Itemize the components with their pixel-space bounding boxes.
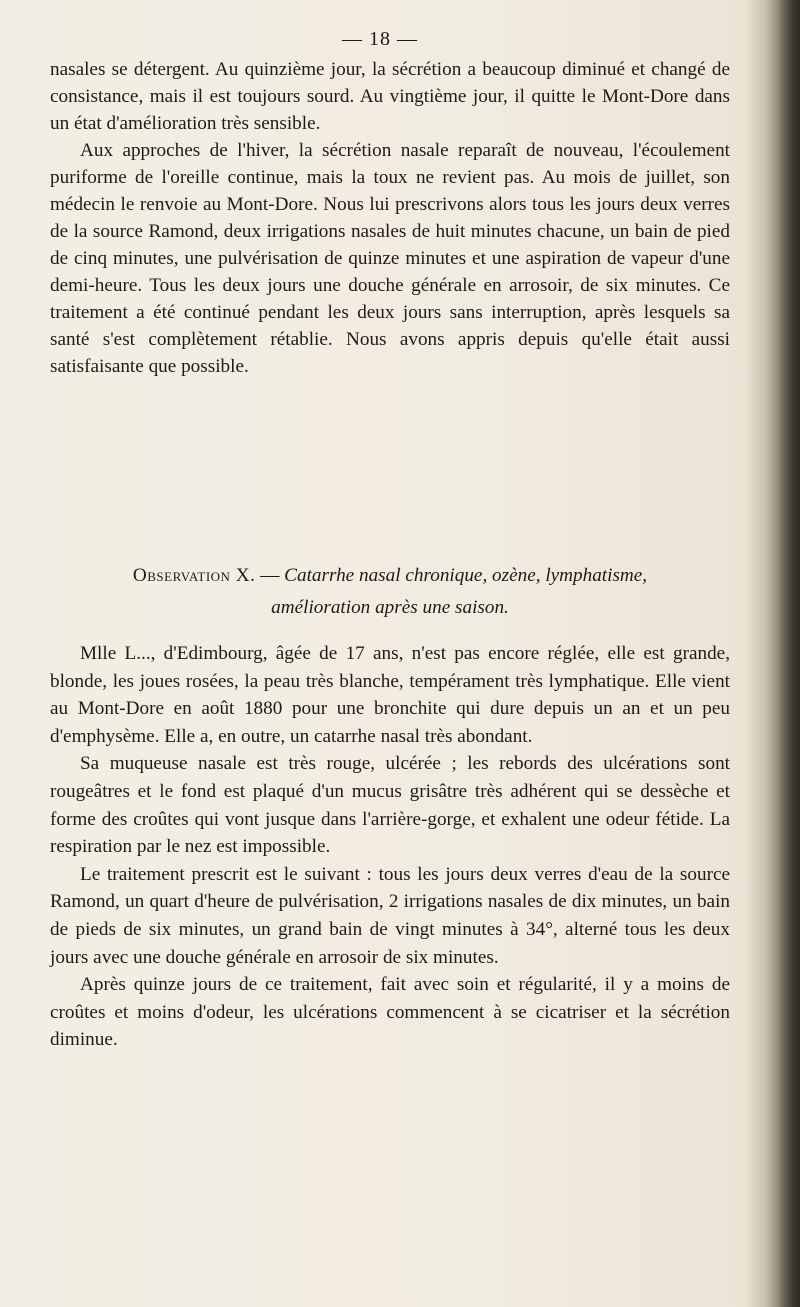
paragraph-continuation: nasales se détergent. Au quinzième jour, la sécrétion a beaucoup diminué et changé de consistance, mais il est toujours sourd. Au vingtième jour, il quitte le Mont-Dore dans un état d'amélioration très sensible.: [50, 59, 730, 134]
observation-heading: [50, 560, 730, 624]
observation-title-line2: amélioration après une saison.: [271, 597, 509, 618]
continued-case-text: [50, 56, 730, 380]
page-number-header: — 18 —: [342, 28, 418, 50]
observation-case-text: [50, 640, 730, 1054]
observation-dash: —: [255, 565, 285, 586]
paragraph-patient-description: Mlle L..., d'Edimbourg, âgée de 17 ans, n'est pas encore réglée, elle est grande, blonde, les joues rosées, la peau très blanche, tempérament très lymphatique. Elle vient au Mont-Dore en août 1880 pour une bronchite qui dure depuis un an et un peu d'emphysème. Elle a, en outre, un catarrhe nasal très abondant.: [50, 643, 730, 747]
observation-label: Observation X.: [132, 565, 256, 586]
paragraph-winter-relapse: Aux approches de l'hiver, la sécrétion nasale reparaît de nouveau, l'écoulement puriforme de l'oreille continue, mais la toux ne revient pas. Au mois de juillet, son médecin le renvoie au Mont-Dore. Nous lui prescrivons alors tous les jours deux verres de la source Ramond, deux irrigations nasales de huit minutes chacune, un bain de pied de cinq minutes, une pulvérisation de quinze minutes et une aspiration de vapeur d'une demi-heure. Tous les deux jours une douche générale en arrosoir, de six minutes. Ce traitement a été continué pendant les deux jours sans interruption, après lesquels sa santé s'est complètement rétablie. Nous avons appris depuis qu'elle était aussi satisfaisante que possible.: [50, 140, 730, 377]
page-edge-shadow: [766, 0, 800, 1307]
observation-title-line1: Catarrhe nasal chronique, ozène, lymphatisme,: [284, 565, 648, 586]
paragraph-mucosa-findings: Sa muqueuse nasale est très rouge, ulcérée ; les rebords des ulcérations sont rougeâtres et le fond est plaqué d'un mucus grisâtre très adhérent qui se dessèche et forme des croûtes qui vont jusque dans l'arrière-gorge, et exhalent une odeur fétide. La respiration par le nez est impossible.: [50, 753, 730, 858]
observation-heading-line1: [50, 560, 730, 592]
paragraph-outcome: Après quinze jours de ce traitement, fait avec soin et régularité, il y a moins de croûtes et moins d'odeur, les ulcérations commencent à se cicatriser et la sécrétion diminue.: [50, 974, 730, 1051]
paragraph-treatment: Le traitement prescrit est le suivant : tous les jours deux verres d'eau de la source Ramond, un quart d'heure de pulvérisation, 2 irrigations nasales de dix minutes, un bain de pieds de six minutes, un grand bain de vingt minutes à 34°, alterné tous les deux jours avec une douche générale en arrosoir de six minutes.: [50, 863, 730, 968]
